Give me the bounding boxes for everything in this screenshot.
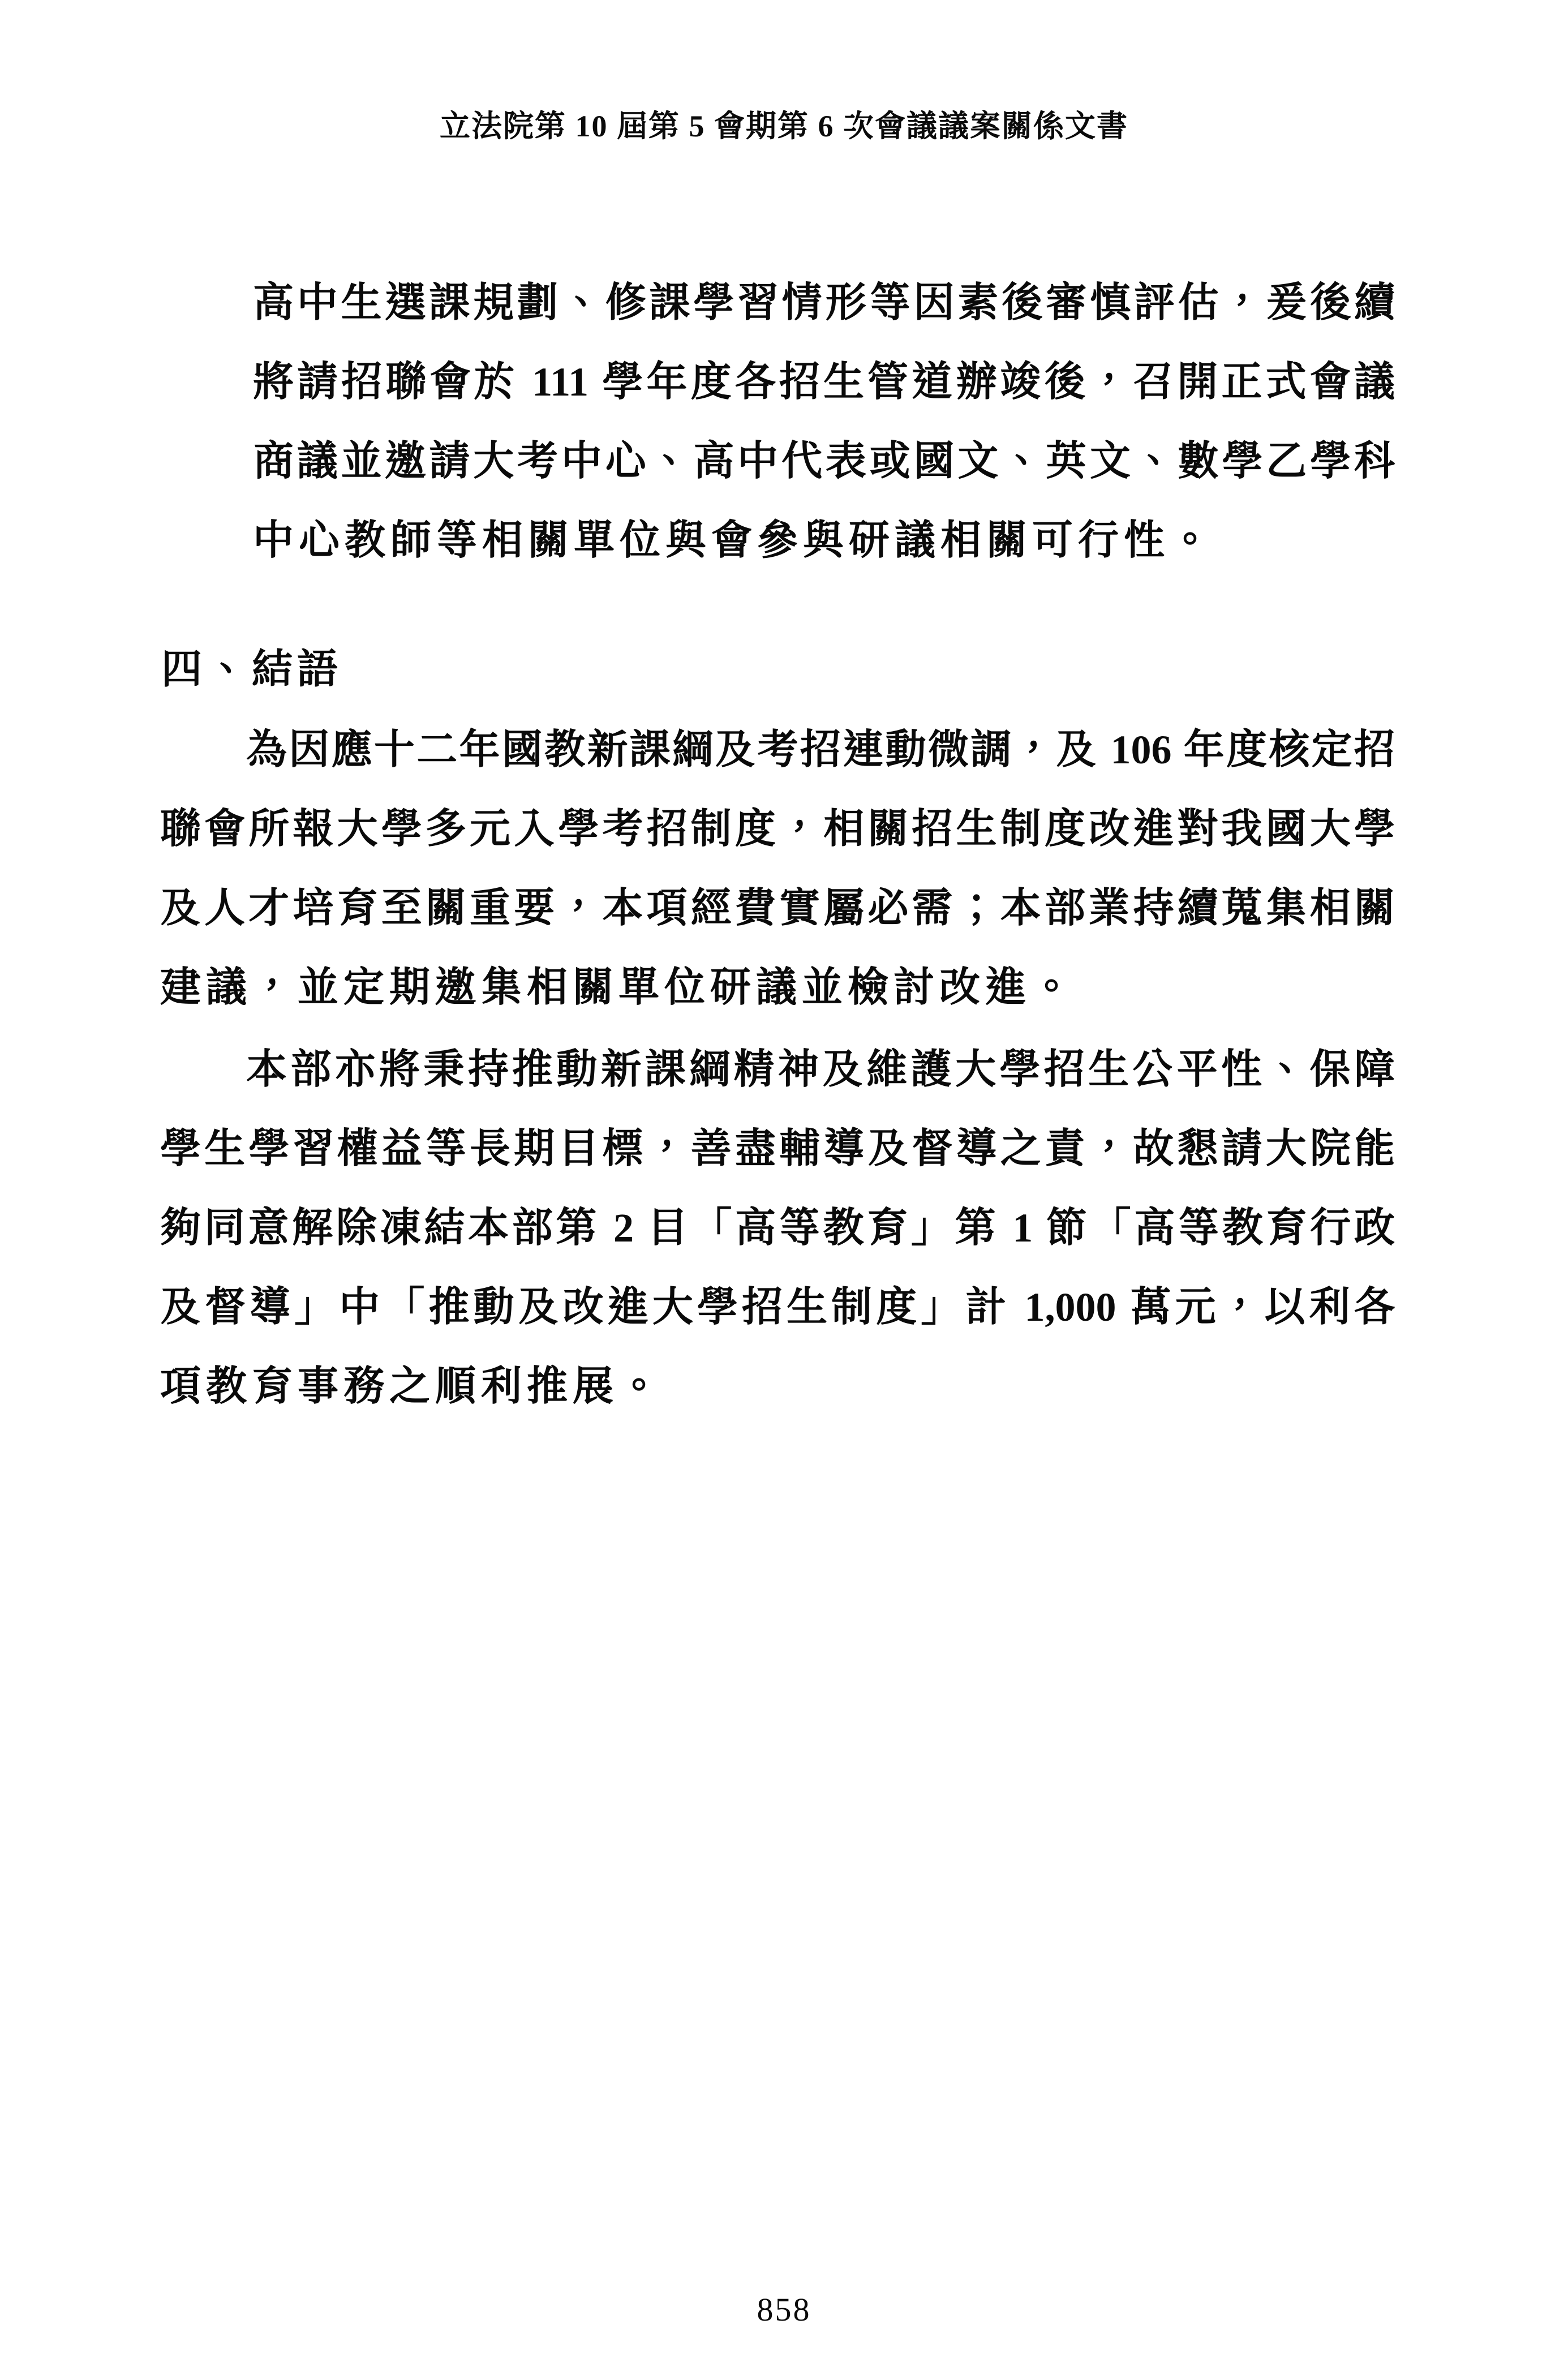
text-line: 學生學習權益等長期目標，善盡輔導及督導之責，故懇請大院能 (160, 1126, 1395, 1171)
page-number: 858 (757, 2291, 811, 2328)
conclusion-paragraph-2 (160, 1030, 1395, 1426)
section-heading-conclusion: 四、結語 (161, 647, 343, 692)
continuation-paragraph (253, 263, 1395, 580)
text-line: 本部亦將秉持推動新課綱精神及維護大學招生公平性、保障 (246, 1047, 1395, 1092)
text-line: 中心教師等相關單位與會參與研議相關可行性。 (253, 518, 1216, 563)
text-line: 及督導」中「推動及改進大學招生制度」計 1,000 萬元，以利各 (160, 1285, 1395, 1330)
text-line: 建議，並定期邀集相關單位研議並檢討改進。 (160, 965, 1077, 1010)
text-line: 高中生選課規劃、修課學習情形等因素後審慎評估，爰後續 (253, 280, 1395, 325)
document-header-title: 立法院第 10 屆第 5 會期第 6 次會議議案關係文書 (440, 109, 1128, 143)
text-line: 夠同意解除凍結本部第 2 目「高等教育」第 1 節「高等教育行政 (160, 1205, 1395, 1251)
text-line: 及人才培育至關重要，本項經費實屬必需；本部業持續蒐集相關 (160, 886, 1395, 931)
text-line: 聯會所報大學多元入學考招制度，相關招生制度改進對我國大學 (160, 806, 1395, 852)
text-line: 將請招聯會於 111 學年度各招生管道辦竣後，召開正式會議 (253, 359, 1395, 405)
conclusion-paragraph-1 (160, 710, 1395, 1027)
text-line: 商議並邀請大考中心、高中代表或國文、英文、數學乙學科 (253, 439, 1395, 484)
text-line: 項教育事務之順利推展。 (160, 1364, 665, 1409)
text-line: 為因應十二年國教新課綱及考招連動微調，及 106 年度核定招 (246, 727, 1395, 772)
